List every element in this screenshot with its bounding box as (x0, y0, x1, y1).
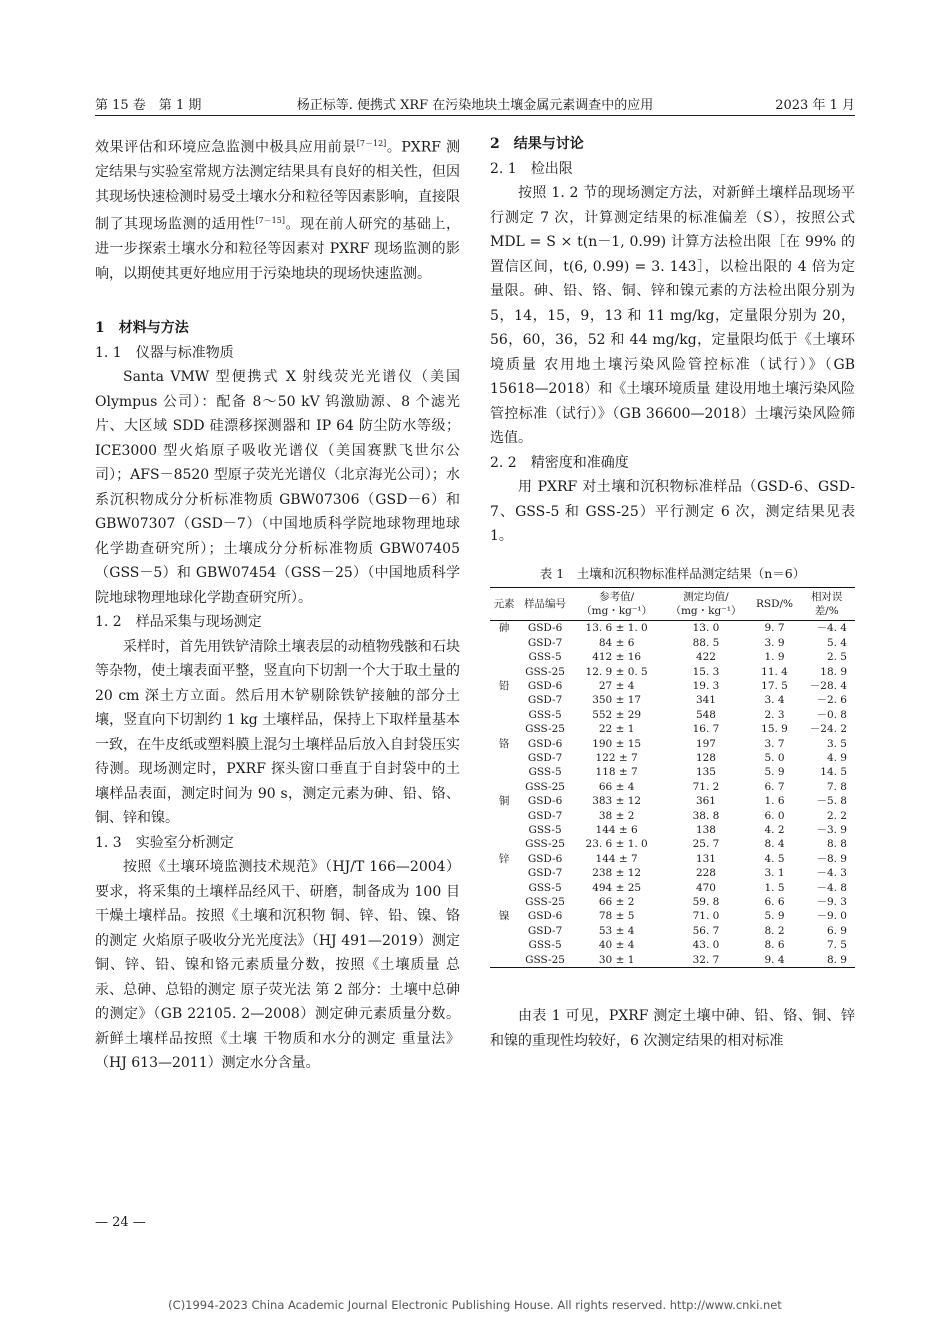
citation[interactable]: [7－12] (356, 139, 387, 148)
table-row (490, 650, 855, 664)
cell-element (490, 665, 518, 679)
cell-measured-mean: 228 (695, 867, 716, 880)
cell-reference: 238 ± 12 (592, 867, 642, 880)
cell-relative-error: －4. 3 (816, 867, 847, 880)
table-row (490, 636, 855, 650)
page-number: — 24 — (95, 1215, 146, 1230)
cell-measured-mean: 19. 3 (692, 679, 720, 692)
col-header-relative-error: 相对误 差/% (810, 590, 843, 617)
cell-reference: 552 ± 29 (592, 708, 642, 721)
cell-sample: GSD-6 (527, 852, 563, 865)
results-table (490, 587, 855, 969)
cell-element (490, 823, 518, 837)
cell-relative-error: －28. 4 (809, 679, 847, 692)
section-heading: 1 材料与方法 (95, 320, 189, 337)
table-row (490, 953, 855, 968)
cell-measured-mean: 16. 7 (692, 723, 720, 736)
cell-rsd: 6. 7 (764, 780, 785, 793)
cell-sample: GSS-5 (528, 939, 562, 952)
cell-reference: 350 ± 17 (592, 694, 642, 707)
cell-rsd: 9. 4 (764, 953, 785, 966)
cell-rsd: 3. 4 (764, 694, 785, 707)
cell-relative-error: －24. 2 (809, 723, 847, 736)
cell-relative-error: 7. 8 (826, 780, 847, 793)
col-header-reference: 参考值/ （mg・kg⁻¹） (581, 590, 653, 617)
cell-sample: GSS-5 (528, 824, 562, 836)
cell-element (490, 650, 518, 664)
cell-measured-mean: 470 (695, 881, 716, 894)
cell-relative-error: 8. 9 (826, 953, 847, 966)
subsection-heading: 1. 1 仪器与标准物质 (95, 344, 234, 361)
cell-rsd: 4. 2 (764, 824, 785, 836)
cell-relative-error: 3. 5 (826, 737, 847, 750)
paragraph: 用 PXRF 对土壤和沉积物标准样品（GSD-6、GSD-7、GSS-5 和 GSS-25）平行测定 6 次，测定结果见表 1。 (490, 479, 855, 544)
cell-reference: 78 ± 5 (598, 910, 635, 923)
cell-relative-error: －5. 8 (816, 795, 847, 808)
cell-measured-mean: 128 (695, 751, 716, 764)
table-row (490, 895, 855, 909)
cell-element (490, 953, 518, 968)
table-row (490, 924, 855, 938)
cell-element: 锌 (498, 852, 510, 865)
cell-relative-error: 7. 5 (826, 939, 847, 952)
running-header (95, 92, 855, 116)
table-row (490, 621, 855, 636)
cell-sample: GSD-7 (527, 809, 563, 822)
cell-relative-error: 6. 9 (826, 924, 847, 937)
cell-rsd: 5. 0 (764, 751, 785, 764)
table-header-row (490, 587, 855, 621)
table-row (490, 751, 855, 765)
cell-measured-mean: 341 (695, 694, 716, 707)
cell-element (490, 708, 518, 722)
paragraph: 由表 1 可见，PXRF 测定土壤中砷、铅、铬、铜、锌和镍的重现性均较好，6 次测定结果的相对标准 (490, 1008, 855, 1049)
paragraph: 按照《土壤环境监测技术规范》（HJ/T 166—2004）要求，将采集的土壤样品经风干、研磨，制备成为 100 目干燥土壤样品。按照《土壤和沉积物 铜、锌、铅、镍、铬的测定 火焰原子吸收分光光度法》（HJ 491—2019）测定铜、锌、铅、镍和铬元素质量分数，按照《土壤质量 总汞、总砷、总铅的测定 原子荧光法 第 2 部分：土壤中总砷的测定》（GB 22105. 2—2008）测定砷元素质量分数。新鲜土壤样品按照《土壤 干物质和水分的测定 重量法》（HJ 613—2011）测定水分含量。 (95, 859, 460, 1072)
cell-measured-mean: 71. 0 (692, 910, 720, 923)
cell-sample: GSD-6 (527, 795, 563, 808)
table-row (490, 722, 855, 736)
cell-reference: 13. 6 ± 1. 0 (585, 622, 648, 635)
cell-reference: 144 ± 6 (595, 824, 638, 836)
table-row (490, 823, 855, 837)
table-row (490, 737, 855, 751)
cell-relative-error: 4. 9 (826, 751, 847, 764)
cell-relative-error: －8. 9 (816, 852, 847, 865)
cell-measured-mean: 361 (695, 795, 716, 808)
cell-sample: GSD-6 (527, 622, 563, 635)
cell-measured-mean: 25. 7 (692, 838, 720, 851)
cell-reference: 122 ± 7 (595, 751, 638, 764)
cell-measured-mean: 131 (695, 852, 716, 865)
table-row (490, 881, 855, 895)
cell-measured-mean: 38. 8 (692, 809, 720, 822)
cell-reference: 22 ± 1 (598, 723, 635, 736)
table-row (490, 866, 855, 880)
cell-sample: GSS-25 (525, 838, 565, 851)
cell-sample: GSD-7 (527, 867, 563, 880)
cell-element (490, 866, 518, 880)
table-row (490, 693, 855, 707)
col-header-rsd: RSD/% (755, 597, 794, 610)
cell-rsd: 1. 9 (764, 651, 785, 664)
copyright-footer: (C)1994-2023 China Academic Journal Electronic Publishing House. All rights reserved. http://www.cnki.net (168, 1298, 782, 1312)
journal-volume: 第 15 卷 第 1 期 (95, 98, 202, 113)
cell-relative-error: －4. 8 (816, 881, 847, 894)
cell-measured-mean: 422 (695, 651, 716, 664)
cell-relative-error: －0. 8 (816, 708, 847, 721)
cell-element (490, 722, 518, 736)
paragraph: 采样时，首先用铁铲清除土壤表层的动植物残骸和石块等杂物，使土壤表面平整，竖直向下切割一个大于取土量的 20 cm 深土方立面。然后用木铲剔除铁铲接触的部分土壤，竖直向下切割约 1 kg 土壤样品，保持上下取样量基本一致，在牛皮纸或塑料膜上混匀土壤样品后放入自封袋压实待测。现场测定时，PXRF 探头窗口垂直于自封袋中的土壤样品表面，测定时间为 90 s，测定元素为砷、铅、铬、铜、锌和镍。 (95, 638, 460, 827)
cell-sample: GSS-25 (525, 780, 565, 793)
cell-reference: 38 ± 2 (598, 809, 635, 822)
results-table-block (490, 565, 855, 969)
cell-rsd: 8. 6 (764, 939, 785, 952)
table-row (490, 938, 855, 952)
cell-reference: 144 ± 7 (595, 852, 638, 865)
cell-element (490, 924, 518, 938)
cell-element: 砷 (498, 622, 510, 635)
cell-rsd: 5. 9 (764, 910, 785, 923)
table-row (490, 852, 855, 866)
cell-reference: 412 ± 16 (592, 651, 642, 664)
cell-sample: GSD-7 (527, 924, 563, 937)
cell-element: 镍 (498, 910, 510, 923)
cell-sample: GSS-25 (525, 723, 565, 736)
table-row (490, 909, 855, 923)
table-row (490, 665, 855, 679)
table-row (490, 765, 855, 779)
table-row (490, 809, 855, 823)
subsection-heading: 1. 3 实验室分析测定 (95, 834, 234, 851)
cell-measured-mean: 135 (695, 766, 716, 779)
cell-relative-error: －2. 6 (816, 694, 847, 707)
cell-reference: 40 ± 4 (598, 939, 635, 952)
cell-measured-mean: 59. 8 (692, 896, 720, 909)
cell-element: 铬 (498, 737, 510, 750)
cell-rsd: 3. 1 (764, 867, 785, 880)
cell-relative-error: －9. 3 (816, 896, 847, 909)
cell-element (490, 765, 518, 779)
cell-rsd: 3. 9 (764, 636, 785, 649)
table-row (490, 837, 855, 851)
cell-element: 铅 (498, 679, 510, 692)
table-row (490, 780, 855, 794)
cell-reference: 190 ± 15 (592, 737, 642, 750)
cell-rsd: 5. 9 (764, 766, 785, 779)
cell-element (490, 881, 518, 895)
cell-element (490, 751, 518, 765)
cell-relative-error: 8. 8 (826, 838, 847, 851)
cell-reference: 12. 9 ± 0. 5 (585, 665, 648, 678)
cell-rsd: 11. 4 (761, 665, 788, 678)
cell-reference: 23. 6 ± 1. 0 (585, 838, 648, 851)
cell-reference: 30 ± 1 (598, 953, 635, 966)
cell-reference: 84 ± 6 (598, 636, 635, 649)
cell-rsd: 4. 5 (764, 852, 785, 865)
cell-rsd: 6. 6 (764, 896, 785, 909)
cell-element (490, 895, 518, 909)
cell-rsd: 1. 6 (764, 795, 785, 808)
cell-reference: 494 ± 25 (592, 881, 642, 894)
cell-relative-error: －9. 0 (816, 910, 847, 923)
cell-relative-error: －3. 9 (816, 824, 847, 836)
cell-measured-mean: 88. 5 (692, 636, 720, 649)
cell-element (490, 938, 518, 952)
cell-measured-mean: 13. 0 (692, 622, 720, 635)
cell-sample: GSS-5 (528, 766, 562, 779)
cell-rsd: 8. 4 (764, 838, 785, 851)
cell-relative-error: 18. 9 (820, 665, 847, 678)
cell-measured-mean: 56. 7 (692, 924, 720, 937)
cell-element (490, 809, 518, 823)
subsection-heading: 2. 1 检出限 (490, 160, 573, 177)
cell-element (490, 693, 518, 707)
right-column (490, 132, 855, 1053)
col-header-measured-mean: 测定均值/ （mg・kg⁻¹） (670, 590, 742, 617)
cell-relative-error: 14. 5 (820, 766, 847, 779)
cell-rsd: 2. 3 (764, 708, 785, 721)
cell-reference: 66 ± 4 (598, 780, 635, 793)
cell-sample: GSS-5 (528, 881, 562, 894)
cell-relative-error: －4. 4 (816, 622, 847, 635)
cell-rsd: 9. 7 (764, 622, 785, 635)
cell-rsd: 15. 9 (761, 723, 788, 736)
subsection-heading: 2. 2 精密度和准确度 (490, 454, 629, 471)
cell-rsd: 17. 5 (761, 679, 788, 692)
cell-sample: GSD-6 (527, 910, 563, 923)
cell-measured-mean: 71. 2 (692, 780, 720, 793)
section-heading: 2 结果与讨论 (490, 136, 584, 152)
cell-measured-mean: 32. 7 (692, 953, 720, 966)
cell-rsd: 1. 5 (764, 881, 785, 894)
cell-rsd: 3. 7 (764, 737, 785, 750)
table-row (490, 708, 855, 722)
cell-sample: GSD-7 (527, 694, 563, 707)
cell-relative-error: 5. 4 (826, 636, 847, 649)
cell-sample: GSS-25 (525, 953, 565, 966)
issue-date: 2023 年 1 月 (775, 98, 855, 113)
intro-paragraph: 效果评估和环境应急监测中极具应用前景[7－12]。PXRF 测定结果与实验室常规方法测定结果具有良好的相关性，但因其现场快速检测时易受土壤水分和粒径等因素影响，直接限制了其现场监测的适用性[7－15]。现在前人研究的基础上，进一步探索土壤水分和粒径等因素对 PXRF 现场监测的影响，以期使其更好地应用于污染地块的现场快速监测。 (95, 139, 461, 282)
cell-reference: 53 ± 4 (598, 924, 635, 937)
cell-relative-error: 2. 2 (826, 809, 847, 822)
citation[interactable]: [7－15] (255, 216, 285, 226)
cell-sample: GSS-5 (528, 708, 562, 721)
cell-rsd: 8. 2 (764, 924, 785, 937)
cell-sample: GSS-25 (525, 896, 565, 909)
table-row (490, 794, 855, 808)
paragraph: Santa VMW 型便携式 X 射线荧光光谱仪（美国 Olympus 公司）：配备 8～50 kV 钨激励源、8 个滤光片、大区域 SDD 硅漂移探测器和 IP 64 防尘防水等级；ICE3000 型火焰原子吸收光谱仪（美国赛默飞世尔公司）；AFS－8520 型原子荧光光谱仪（北京海光公司）；水系沉积物成分分析标准物质 GBW07306（GSD－6）和 GBW07307（GSD－7）（中国地质科学院地球物理地球化学勘查研究所）；土壤成分分析标准物质 GBW07405（GSS－5）和 GBW07454（GSS－25）（中国地质科学院地球物理地球化学勘查研究所）。 (95, 369, 460, 606)
cell-measured-mean: 197 (695, 737, 716, 750)
left-column (95, 132, 460, 1076)
article-running-title: 杨正标等. 便携式 XRF 在污染地块土壤金属元素调查中的应用 (296, 98, 654, 113)
cell-element: 铜 (498, 795, 510, 808)
subsection-heading: 1. 2 样品采集与现场测定 (95, 614, 262, 631)
cell-measured-mean: 548 (695, 708, 716, 721)
cell-reference: 66 ± 2 (598, 896, 635, 909)
cell-reference: 383 ± 12 (592, 795, 642, 808)
cell-measured-mean: 15. 3 (692, 665, 720, 678)
cell-element (490, 780, 518, 794)
cell-sample: GSD-6 (527, 679, 563, 692)
table-caption: 表 1 土壤和沉积物标准样品测定结果（n＝6） (539, 565, 806, 581)
cell-element (490, 636, 518, 650)
cell-sample: GSD-7 (527, 751, 563, 764)
cell-sample: GSS-5 (528, 651, 562, 664)
cell-reference: 27 ± 4 (598, 679, 635, 692)
table-row (490, 679, 855, 693)
paragraph: 按照 1. 2 节的现场测定方法，对新鲜土壤样品现场平行测定 7 次，计算测定结果的标准偏差（S），按照公式 MDL = S × t(n－1, 0.99) 计算方法检出限［在 99% 的置信区间，t(6, 0.99) = 3. 143］，以检出限的 4 倍为定量限。砷、铅、铬、铜、锌和镍元素的方法检出限分别为 5，14，15，9，13 和 11 mg/kg，定量限分别为 20，56，60，36，52 和 44 mg/kg，定量限均低于《土壤环境质量 农用地土壤污染风险管控标准（试行）》（GB 15618—2018）和《土壤环境质量 建设用地土壤污染风险管控标准（试行）》（GB 36600—2018）土壤污染风险筛选值。 (490, 185, 855, 446)
cell-reference: 118 ± 7 (595, 766, 638, 779)
cell-relative-error: 2. 5 (826, 651, 847, 664)
cell-element (490, 837, 518, 851)
cell-rsd: 6. 0 (764, 809, 785, 822)
cell-measured-mean: 138 (695, 824, 716, 836)
col-header-element: 元素 (493, 597, 515, 610)
cell-sample: GSD-6 (527, 737, 563, 750)
cell-sample: GSS-25 (525, 665, 565, 678)
cell-measured-mean: 43. 0 (692, 939, 720, 952)
col-header-sample: 样品编号 (524, 597, 567, 610)
cell-sample: GSD-7 (527, 636, 563, 649)
